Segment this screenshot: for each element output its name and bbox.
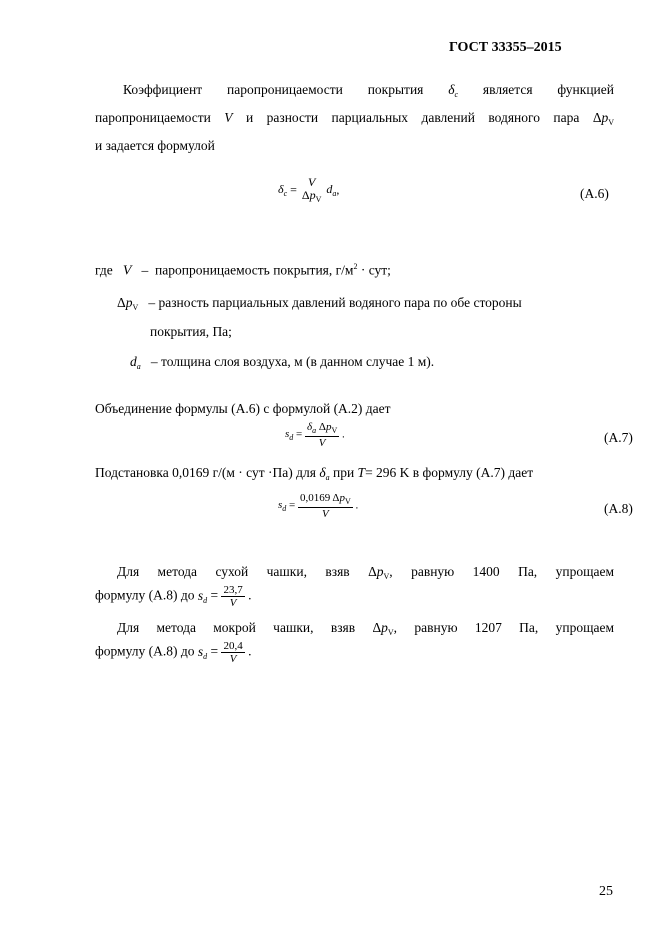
dry-cup-line-1: Для метода сухой чашки, взяв $\Delta p_V$, равную 1400 Па, упрощаем bbox=[117, 564, 614, 581]
equation-a7-tag: (A.7) bbox=[604, 430, 633, 445]
wet-cup-line-1: Для метода мокрой чашки, взяв $\Delta p_V$, равную 1207 Па, упрощаем bbox=[117, 620, 614, 637]
definition-delta-pv-cont: покрытия, Па; bbox=[150, 324, 232, 339]
paragraph-1-line-2: паропроницаемости V и разности парциальных давлений водяного пара $\Delta p_V$ bbox=[95, 110, 615, 127]
definition-v: где V – паропроницаемость покрытия, $г/м^2$ · сут; bbox=[95, 262, 391, 279]
document-header: ГОСТ 33355–2015 bbox=[449, 40, 562, 55]
equation-a8-tag: (A.8) bbox=[604, 501, 633, 516]
paragraph-1-line-3: и задается формулой bbox=[95, 138, 215, 153]
substitution-text: Подстановка 0,0169 г/(м · сут ·Па) для $\delta_a$ при T= 296 K в формулу (A.7) дает bbox=[95, 465, 534, 482]
equation-a8: $s_d$ = $\frac{0,0169 \Delta p_V}{V}$ . bbox=[278, 492, 359, 520]
paragraph-1-line-1: Коэффициент паропроницаемости покрытия $\delta_c$ является функцией bbox=[123, 82, 614, 99]
delta-pv-symbol: $\Delta p_V$ bbox=[592, 110, 615, 127]
combine-text: Объединение формулы (A.6) с формулой (A.2) дает bbox=[95, 401, 391, 416]
equation-a6: $\delta_c$ = V $\Delta p_V$ $d_a$, bbox=[278, 175, 340, 205]
definition-delta-pv: $\Delta p_V$ – разность парциальных давлений водяного пара по обе стороны bbox=[117, 295, 522, 312]
equation-a7: $s_d$ = $\frac{\delta_a \Delta p_V}{V}$ . bbox=[285, 421, 345, 449]
delta-c-symbol: $\delta_c$ bbox=[448, 82, 459, 99]
dry-cup-line-2: формулу (A.8) до $s_d$ = $\frac{23,7}{V}$ . bbox=[95, 584, 252, 610]
wet-cup-line-2: формулу (A.8) до $s_d$ = $\frac{20,4}{V}$ . bbox=[95, 640, 252, 666]
equation-a8-fraction: $\frac{0,0169 \Delta p_V}{V}$ bbox=[300, 492, 351, 520]
equation-a6-fraction: V $\Delta p_V$ bbox=[301, 175, 322, 205]
equation-a7-fraction: $\frac{\delta_a \Delta p_V}{V}$ bbox=[307, 421, 338, 449]
wet-cup-fraction: $\frac{20,4}{V}$ bbox=[223, 640, 243, 666]
dry-cup-fraction: $\frac{23,7}{V}$ bbox=[223, 584, 243, 610]
definition-da: $d_a$ – толщина слоя воздуха, м (в данном случае 1 м). bbox=[130, 354, 435, 371]
page-number: 25 bbox=[599, 884, 613, 899]
equation-a6-tag: (A.6) bbox=[580, 186, 609, 201]
